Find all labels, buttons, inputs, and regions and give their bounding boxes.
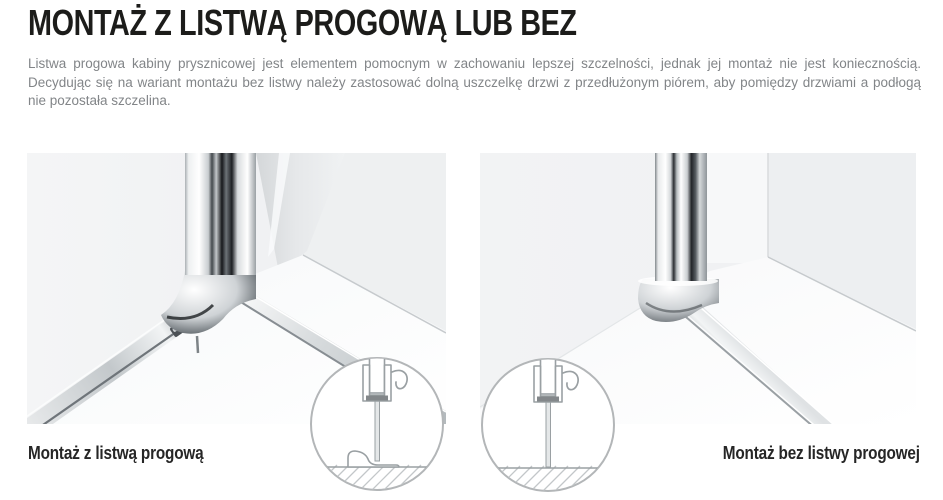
seal-base — [537, 397, 559, 402]
chrome-post — [185, 153, 256, 275]
seal-cross-section-with-strip-icon — [308, 355, 446, 493]
seal-cross-section-without-strip-icon — [479, 356, 617, 494]
seal-base — [366, 396, 388, 401]
caption-with-strip: Montaż z listwą progową — [28, 443, 204, 463]
seal-fin-extended — [546, 400, 551, 467]
glass-panel — [707, 153, 768, 263]
seal-diagram-with-strip — [308, 355, 446, 493]
glass-pane — [541, 356, 556, 394]
chrome-post — [655, 153, 707, 281]
seal-fin — [375, 399, 380, 461]
intro-paragraph: Listwa progowa kabiny prysznicowej jest elementem pomocnym w zachowaniu lepszej szczelności, jednak jej montaż nie jest koniecznością. Decydując się na wariant montażu bez listwy należy zastosować dolną uszczelkę drzwi z przedłużonym piórem, aby pomiędzy drzwiami a podłogą nie pozostała szczelina. — [28, 56, 921, 108]
glass-pane — [370, 355, 385, 393]
caption-without-strip: Montaż bez listwy progowej — [722, 443, 920, 463]
adjustment-pin — [197, 336, 198, 353]
seal-diagram-without-strip — [479, 356, 617, 494]
page-title: MONTAŻ Z LISTWĄ PROGOWĄ LUB BEZ — [28, 2, 577, 43]
